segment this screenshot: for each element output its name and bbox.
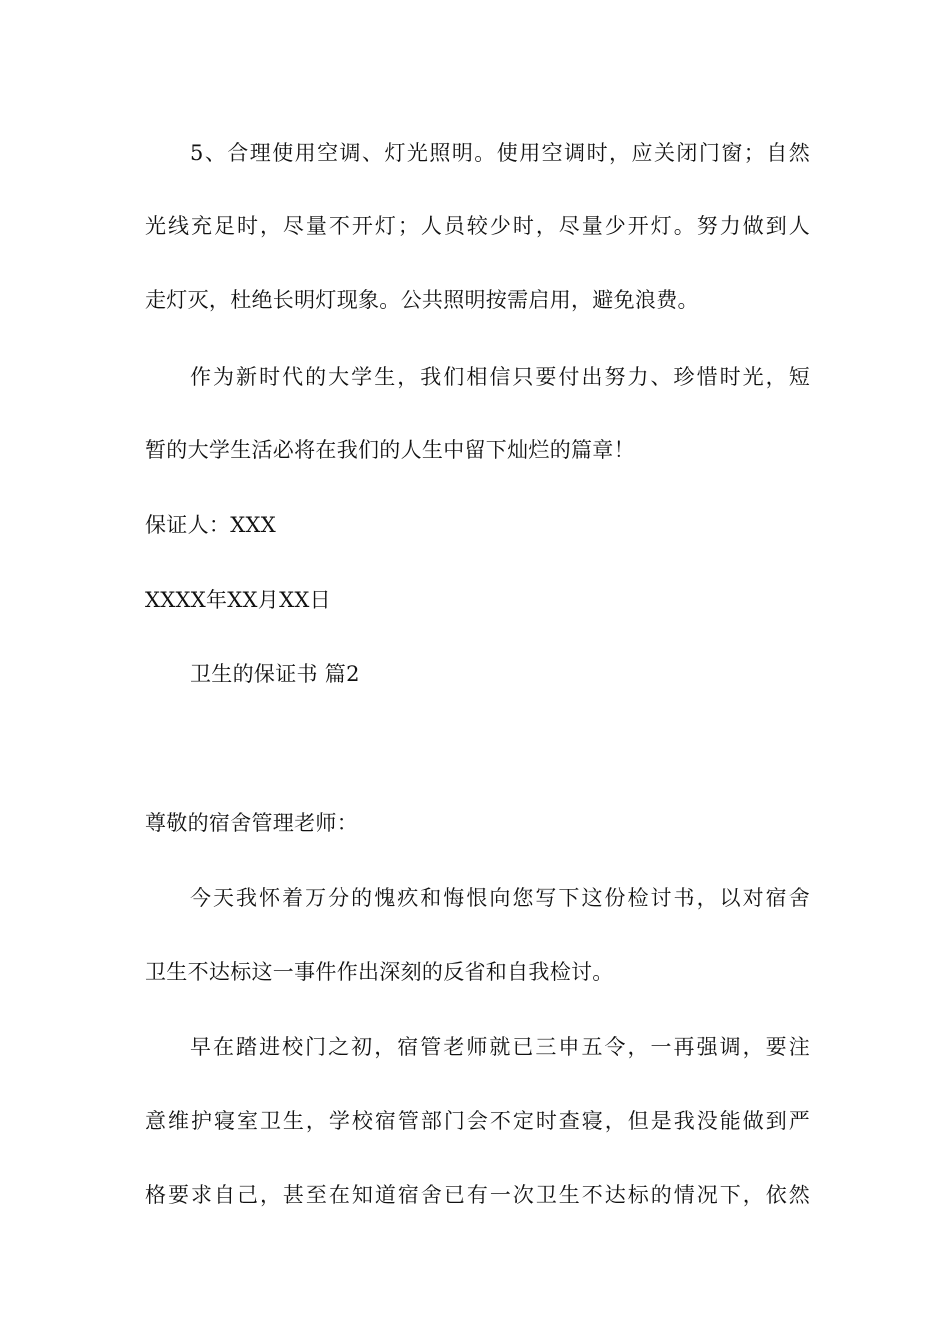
paragraph-line: 早在踏进校门之初，宿管老师就已三申五令，一再强调，要注 bbox=[190, 1035, 810, 1059]
paragraph-line: 卫生不达标这一事件作出深刻的反省和自我检讨。 bbox=[145, 960, 614, 984]
guarantor-line: 保证人：XXX bbox=[145, 513, 276, 537]
paragraph-line: 光线充足时，尽量不开灯；人员较少时，尽量少开灯。努力做到人 bbox=[145, 214, 810, 238]
paragraph-line: 今天我怀着万分的愧疚和悔恨向您写下这份检讨书，以对宿舍 bbox=[190, 886, 810, 910]
section-heading: 卫生的保证书 篇2 bbox=[190, 662, 360, 686]
paragraph-line: 意维护寝室卫生，学校宿管部门会不定时查寝，但是我没能做到严 bbox=[145, 1109, 810, 1133]
date-line: XXXX年XX月XX日 bbox=[145, 588, 331, 612]
paragraph-line: 走灯灭，杜绝长明灯现象。公共照明按需启用，避免浪费。 bbox=[145, 288, 699, 312]
paragraph-line: 作为新时代的大学生，我们相信只要付出努力、珍惜时光，短 bbox=[190, 365, 810, 389]
paragraph-line: 5、合理使用空调、灯光照明。使用空调时，应关闭门窗；自然 bbox=[190, 141, 810, 165]
paragraph-line: 格要求自己，甚至在知道宿舍已有一次卫生不达标的情况下，依然 bbox=[145, 1183, 810, 1207]
salutation: 尊敬的宿舍管理老师： bbox=[145, 811, 358, 835]
paragraph-line: 暂的大学生活必将在我们的人生中留下灿烂的篇章！ bbox=[145, 438, 635, 462]
